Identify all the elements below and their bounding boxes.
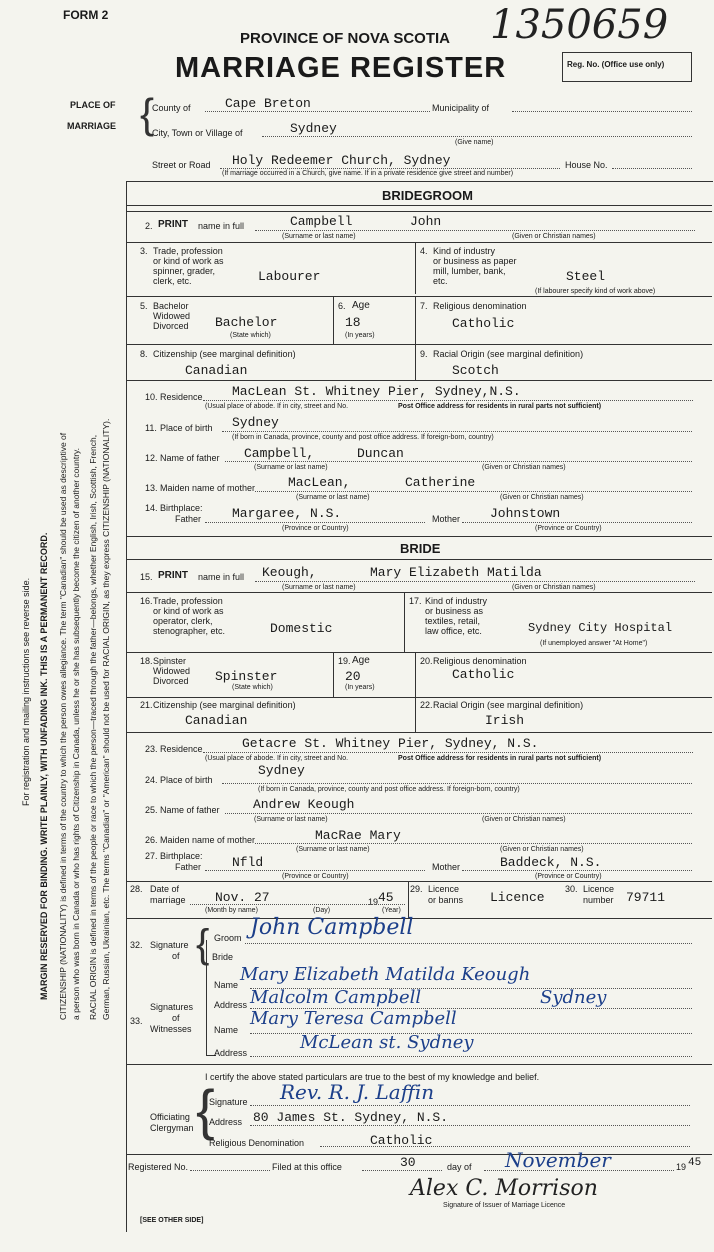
witness-label-1: Signatures — [150, 1002, 194, 1012]
place-brace: { — [140, 90, 155, 137]
groom-f2-num: 2. — [145, 221, 153, 231]
filed-year: 45 — [688, 1157, 702, 1169]
groom-given-note: (Given or Christian names) — [512, 233, 596, 240]
bride-f16-label-4: stenographer, etc. — [153, 626, 226, 636]
bride-f18-label-1: Spinster — [153, 656, 187, 666]
filed-day: 30 — [400, 1155, 416, 1170]
bride-father-name: Andrew Keough — [253, 797, 355, 812]
bride-f18-label-3: Divorced — [153, 676, 189, 686]
groom-mother-birthplace: Johnstown — [490, 506, 561, 521]
groom-f5-label-3: Divorced — [153, 321, 189, 331]
street-note: (If marriage occurred in a Church, give name. If in a private residence give street and number) — [222, 170, 514, 177]
marriage-date: Nov. 27 — [215, 890, 270, 905]
f32-num: 32. — [130, 940, 143, 950]
margin-citizenship-def-2: a person who was born in Canada or who has rights of Citizenship in Canada, unless he or she has subsequently become the citizen of another country. — [71, 447, 81, 1020]
clergy-sig-label: Signature — [209, 1097, 248, 1107]
bride-f27-father-label: Father — [175, 862, 202, 872]
clergy-signature: Rev. R. J. Laffin — [280, 1080, 435, 1104]
groom-f3-label-2: or kind of work as — [153, 256, 224, 266]
groom-f11-label: Place of birth — [160, 423, 213, 433]
groom-mother-surname: MacLean, — [288, 475, 351, 490]
bride-f17-label-2: or business as — [425, 606, 484, 616]
street-value: Holy Redeemer Church, Sydney — [232, 153, 451, 168]
bride-signature: Mary Elizabeth Matilda Keough — [240, 964, 531, 985]
issuer-signature: Alex C. Morrison — [410, 1176, 598, 1201]
bride-sig-label: Bride — [212, 952, 234, 962]
groom-age: 18 — [345, 315, 361, 330]
form-number: FORM 2 — [63, 8, 109, 22]
bride-name-label: name in full — [198, 572, 245, 582]
groom-f3-num: 3. — [140, 246, 148, 256]
groom-signature: John Campbell — [250, 915, 414, 940]
groom-f11-num: 11. — [145, 423, 157, 433]
bride-birth-note: (If born in Canada, province, county and post office address. If foreign-born, country) — [258, 786, 520, 793]
bride-mother-prov-note: (Province or Country) — [535, 873, 602, 880]
witness2-name: Mary Teresa Campbell — [250, 1008, 457, 1029]
groom-f3-label-1: Trade, profession — [153, 246, 223, 256]
bride-father-birthplace: Nfld — [232, 855, 264, 870]
w1-name-label: Name — [214, 980, 239, 990]
groom-birth-note: (If born in Canada, province, county and post office address. If foreign-born, country) — [232, 434, 494, 441]
bride-citizenship: Canadian — [185, 713, 248, 728]
bride-f15-num: 15. — [140, 572, 153, 582]
issuer-label: Signature of Issuer of Marriage Licence — [443, 1202, 566, 1209]
groom-f10-num: 10. — [145, 392, 158, 402]
bride-f23-label: Residence — [160, 744, 203, 754]
filed-label: Filed at this office — [272, 1162, 342, 1172]
witness1-name: Malcolm Campbell — [250, 987, 422, 1008]
groom-name-label: name in full — [198, 221, 245, 231]
bride-section-title: BRIDE — [400, 541, 441, 556]
groom-f4-num: 4. — [420, 246, 428, 256]
groom-birthplace: Sydney — [232, 415, 279, 430]
groom-residence: MacLean St. Whitney Pier, Sydney,N.S. — [232, 384, 521, 399]
f29-label-1: Licence — [428, 884, 460, 894]
marriage-year: 45 — [378, 890, 394, 905]
bride-surname-note: (Surname or last name) — [282, 584, 356, 591]
groom-mother-given: Catherine — [405, 475, 476, 490]
groom-status: Bachelor — [215, 315, 278, 330]
groom-f9-num: 9. — [420, 349, 428, 359]
place-label-1: PLACE OF — [70, 100, 116, 110]
groom-f8-num: 8. — [140, 349, 148, 359]
bride-trade: Domestic — [270, 621, 333, 636]
groom-res-note-2: Post Office address for residents in rural parts not sufficient) — [398, 403, 602, 410]
groom-father-surname-note: (Surname or last name) — [254, 464, 328, 471]
margin-racial-def-1: RACIAL ORIGIN is defined in terms of the people or race to which the person—traced through the father—belongs, whether English, Irish, Scottish, French, — [88, 434, 98, 1020]
margin-binding-note: MARGIN RESERVED FOR BINDING. WRITE PLAINLY, WITH UNFADING INK. THIS IS A PERMANENT RECORD. — [39, 532, 49, 1000]
bride-f27-num: 27. — [145, 851, 158, 861]
bride-f21-label: Citizenship (see marginal definition) — [153, 700, 296, 710]
groom-f5-num: 5. — [140, 301, 148, 311]
groom-f14-father-label: Father — [175, 514, 202, 524]
groom-father-birthplace: Margaree, N.S. — [232, 506, 342, 521]
city-value: Sydney — [290, 121, 337, 136]
groom-father-given-note: (Given or Christian names) — [482, 464, 566, 471]
bride-f18-num: 18. — [140, 656, 153, 666]
groom-f4-label-2: or business as paper — [433, 256, 517, 266]
bride-surname: Keough, — [262, 565, 317, 580]
groom-industry: Steel — [566, 269, 606, 284]
groom-sig-label: Groom — [214, 933, 242, 943]
place-label-2: MARRIAGE — [67, 121, 116, 131]
filed-month: November — [505, 1148, 611, 1172]
bride-mother-surname-note: (Surname or last name) — [296, 846, 370, 853]
groom-f13-num: 13. — [145, 483, 158, 493]
groom-f8-label: Citizenship (see marginal definition) — [153, 349, 296, 359]
bride-mother-name: MacRae Mary — [315, 828, 401, 843]
bride-f17-label-4: law office, etc. — [425, 626, 482, 636]
day-of-label: day of — [447, 1162, 472, 1172]
groom-f4-label-1: Kind of industry — [433, 246, 496, 256]
bride-res-note-1: (Usual place of abode. If in city, street and No. — [205, 755, 349, 762]
bride-birthplace: Sydney — [258, 763, 305, 778]
groom-given: John — [410, 214, 442, 229]
f28-label-1: Date of — [150, 884, 180, 894]
groom-state-note: (State which) — [230, 332, 271, 339]
bride-father-prov-note: (Province or Country) — [282, 873, 349, 880]
groom-industry-note: (If labourer specify kind of work above) — [535, 288, 656, 295]
groom-print: PRINT — [158, 219, 188, 230]
street-label: Street or Road — [152, 160, 211, 170]
groom-res-note-1: (Usual place of abode. If in city, street and No. — [205, 403, 349, 410]
groom-surname-note: (Surname or last name) — [282, 233, 356, 240]
reg-number-box — [562, 52, 692, 82]
groom-f10-label: Residence — [160, 392, 203, 402]
filed-year-prefix: 19 — [676, 1162, 687, 1172]
groom-f14-mother-label: Mother — [432, 514, 461, 524]
f28-label-2: marriage — [150, 895, 186, 905]
bride-f24-num: 24. — [145, 775, 158, 785]
bride-f20-label: Religious denomination — [433, 656, 527, 666]
bride-f25-num: 25. — [145, 805, 158, 815]
bride-f22-label: Racial Origin (see marginal definition) — [433, 700, 584, 710]
bride-f18-label-2: Widowed — [153, 666, 191, 676]
clergy-denom-label: Religious Denomination — [209, 1138, 305, 1148]
f32-of-label: of — [172, 951, 180, 961]
bride-f19-num: 19. — [338, 656, 351, 666]
groom-f6-label: Age — [352, 300, 370, 311]
groom-mother-given-note: (Given or Christian names) — [500, 494, 584, 501]
bride-f26-num: 26. — [145, 835, 158, 845]
certify-text: I certify the above stated particulars are true to the best of my knowledge and belief. — [205, 1072, 540, 1082]
bride-residence: Getacre St. Whitney Pier, Sydney, N.S. — [242, 736, 539, 751]
groom-f14-label: Birthplace: — [160, 503, 203, 513]
municipality-label: Municipality of — [432, 103, 490, 113]
bride-f22-num: 22. — [420, 700, 433, 710]
bride-f27-label: Birthplace: — [160, 851, 203, 861]
bride-f27-mother-label: Mother — [432, 862, 461, 872]
bride-father-surname-note: (Surname or last name) — [254, 816, 328, 823]
clergy-brace: { — [196, 1078, 215, 1141]
groom-f4-label-3: mill, lumber, bank, — [433, 266, 506, 276]
clergy-address: 80 James St. Sydney, N.S. — [253, 1110, 449, 1125]
county-label: County of — [152, 103, 191, 113]
witness-label-3: Witnesses — [150, 1024, 192, 1034]
licence-or-banns: Licence — [490, 890, 545, 905]
bride-f17-label-1: Kind of industry — [425, 596, 488, 606]
witness-label-2: of — [172, 1013, 180, 1023]
clergy-label-2: Clergyman — [150, 1123, 194, 1133]
signature-brace: { — [196, 922, 210, 966]
bride-state-note: (State which) — [232, 684, 273, 691]
groom-f9-label: Racial Origin (see marginal definition) — [433, 349, 584, 359]
f30-num: 30. — [565, 884, 578, 894]
clergy-addr-label: Address — [209, 1117, 243, 1127]
bride-f19-label: Age — [352, 655, 370, 666]
groom-f13-label: Maiden name of mother — [160, 483, 256, 493]
clergy-label-1: Officiating — [150, 1112, 190, 1122]
w2-name-label: Name — [214, 1025, 239, 1035]
city-label: City, Town or Village of — [152, 128, 243, 138]
bride-father-given-note: (Given or Christian names) — [482, 816, 566, 823]
groom-mother-prov-note: (Province or Country) — [535, 525, 602, 532]
bride-mother-given-note: (Given or Christian names) — [500, 846, 584, 853]
house-label: House No. — [565, 160, 608, 170]
bride-res-note-2: Post Office address for residents in rural parts not sufficient) — [398, 755, 602, 762]
groom-trade: Labourer — [258, 269, 321, 284]
give-name-note: (Give name) — [455, 139, 494, 146]
witness2-address: McLean st. Sydney — [300, 1032, 474, 1053]
groom-father-surname: Campbell, — [244, 446, 315, 461]
bride-years-note: (In years) — [345, 684, 375, 691]
month-note: (Month by name) — [205, 907, 258, 914]
county-value: Cape Breton — [225, 96, 311, 111]
clergy-denomination: Catholic — [370, 1133, 433, 1148]
f28-num: 28. — [130, 884, 143, 894]
groom-f3-label-4: clerk, etc. — [153, 276, 192, 286]
bride-f26-label: Maiden name of mother — [160, 835, 256, 845]
province-title: PROVINCE OF NOVA SCOTIA — [240, 30, 451, 47]
marriage-year-prefix: 19 — [368, 897, 379, 907]
groom-citizenship: Canadian — [185, 363, 248, 378]
f29-label-2: or banns — [428, 895, 464, 905]
bride-given-note: (Given or Christian names) — [512, 584, 596, 591]
bride-f16-label-3: operator, clerk, — [153, 616, 213, 626]
groom-f7-num: 7. — [420, 301, 428, 311]
margin-citizenship-def-1: CITIZENSHIP (NATIONALITY) is defined in terms of the country to which the person owes allegiance. The term "Canadian" should be used as descriptive of — [58, 432, 68, 1020]
groom-f5-label-2: Widowed — [153, 311, 191, 321]
f30-label-1: Licence — [583, 884, 615, 894]
groom-father-given: Duncan — [357, 446, 404, 461]
bride-industry-note: (If unemployed answer "At Home") — [540, 640, 648, 647]
groom-racial: Scotch — [452, 363, 499, 378]
registration-number: 1350659 — [490, 2, 669, 48]
witness1-address: Sydney — [540, 987, 607, 1008]
groom-f3-label-3: spinner, grader, — [153, 266, 216, 276]
page-title: MARRIAGE REGISTER — [175, 52, 507, 84]
bride-f16-label-2: or kind of work as — [153, 606, 224, 616]
witness-bracket — [206, 940, 207, 1055]
groom-f12-label: Name of father — [160, 453, 220, 463]
bride-age: 20 — [345, 669, 361, 684]
bride-f17-label-3: textiles, retail, — [425, 616, 481, 626]
groom-section-title: BRIDEGROOM — [382, 188, 473, 203]
groom-mother-surname-note: (Surname or last name) — [296, 494, 370, 501]
bride-f21-num: 21. — [140, 700, 153, 710]
f32-signature-label: Signature — [150, 940, 189, 950]
bride-status: Spinster — [215, 669, 278, 684]
groom-f5-label-1: Bachelor — [153, 301, 189, 311]
day-note: (Day) — [313, 907, 331, 914]
licence-number: 79711 — [626, 890, 666, 905]
groom-f6-num: 6. — [338, 301, 346, 311]
groom-f4-label-4: etc. — [433, 276, 448, 286]
f33-num: 33. — [130, 1016, 143, 1026]
groom-f14-num: 14. — [145, 503, 158, 513]
margin-instructions: For registration and mailing instructions see reverse side. — [21, 577, 31, 806]
bride-racial: Irish — [485, 713, 525, 728]
groom-years-note: (In years) — [345, 332, 375, 339]
bride-given: Mary Elizabeth Matilda — [370, 565, 542, 580]
bride-f16-num: 16. — [140, 596, 153, 606]
reg-box-label: Reg. No. (Office use only) — [567, 60, 665, 69]
w2-address-label: Address — [214, 1048, 248, 1058]
groom-surname: Campbell — [290, 214, 353, 229]
registered-no-label: Registered No. — [128, 1162, 189, 1172]
groom-religion: Catholic — [452, 316, 515, 331]
see-other-side: [SEE OTHER SIDE] — [140, 1217, 204, 1224]
bride-industry: Sydney City Hospital — [528, 621, 673, 635]
f29-num: 29. — [410, 884, 423, 894]
bride-religion: Catholic — [452, 667, 515, 682]
bride-f25-label: Name of father — [160, 805, 220, 815]
bride-mother-birthplace: Baddeck, N.S. — [500, 855, 602, 870]
groom-father-prov-note: (Province or Country) — [282, 525, 349, 532]
bride-f17-num: 17. — [409, 596, 422, 606]
bride-f16-label-1: Trade, profession — [153, 596, 223, 606]
bride-f20-num: 20. — [420, 656, 433, 666]
bride-print: PRINT — [158, 570, 188, 581]
w1-address-label: Address — [214, 1000, 248, 1010]
margin-racial-def-2: German, Russian, Ukrainian, etc. The terms "Canadian" or "American" should not be used for RACIAL ORIGIN, as they express CITIZENSHIP (NATIONALITY). — [101, 418, 111, 1020]
bride-f23-num: 23. — [145, 744, 158, 754]
groom-f7-label: Religious denomination — [433, 301, 527, 311]
bride-f24-label: Place of birth — [160, 775, 213, 785]
groom-f12-num: 12. — [145, 453, 158, 463]
year-note: (Year) — [382, 907, 401, 914]
f30-label-2: number — [583, 895, 614, 905]
